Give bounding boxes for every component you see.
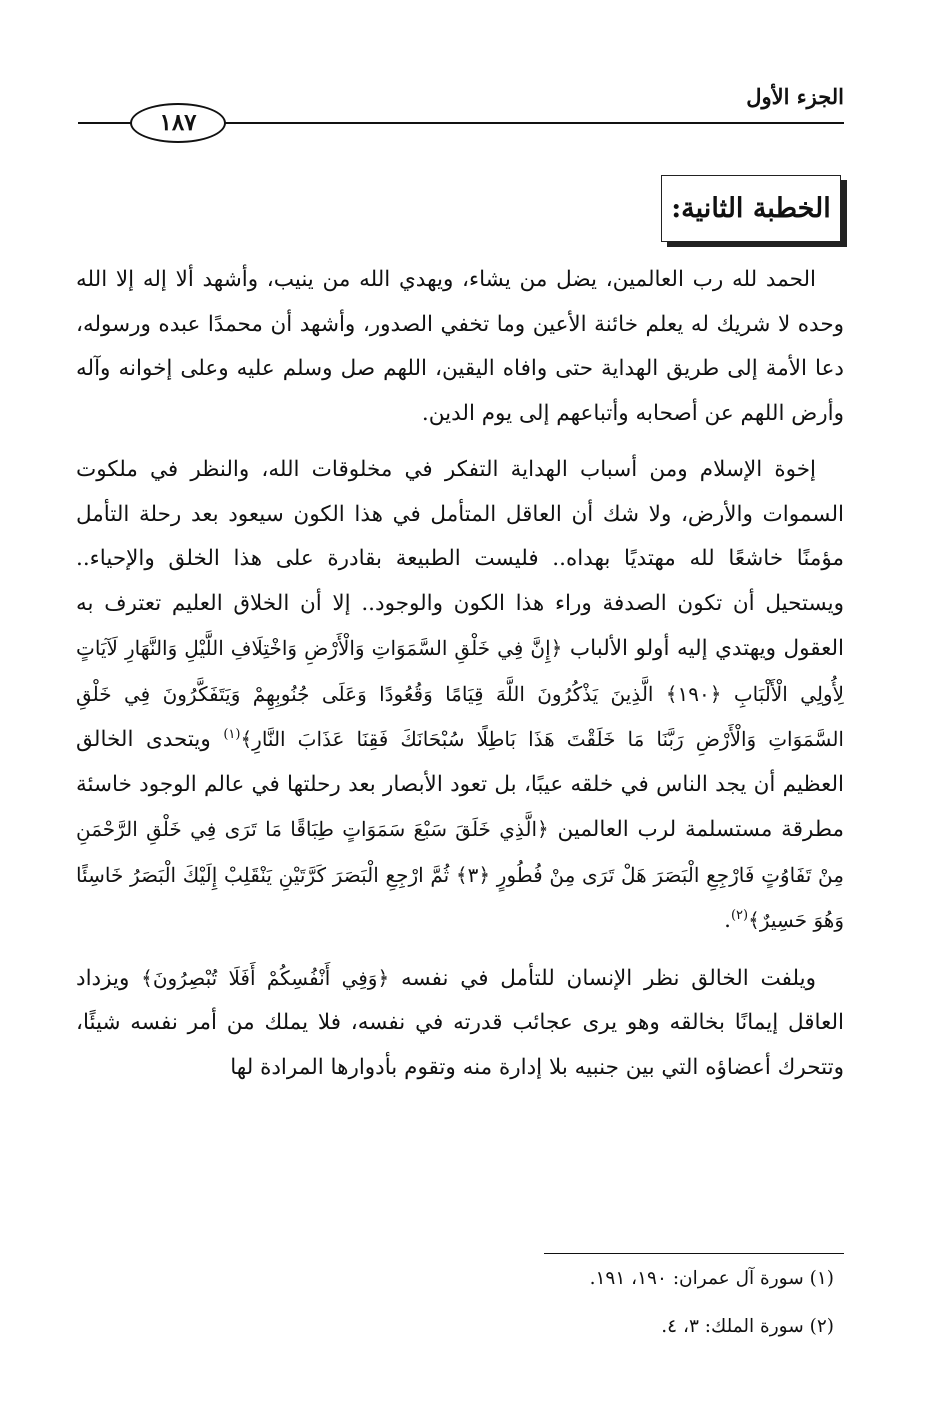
paragraph-2-text-b: ويتحدى الخالق العظيم أن يجد الناس في خلقه عيبًا، بل تعود الأبصار بعد رحلتها في عالم الوجود خاسئة مطرقة مستسلمة لرب العالمين [76, 727, 844, 842]
footnote-ref-1: (١) [223, 726, 241, 742]
body-text [76, 258, 844, 1090]
paragraph-2-text-a: إخوة الإسلام ومن أسباب الهداية التفكر في مخلوقات الله، والنظر في ملكوت السموات والأرض، ولا شك أن العاقل المتأمل في هذا الكون سيعود بعد رحلة التأمل مؤمنًا خاشعًا لله مهتديًا بهداه.. فليست الطبيعة بقادرة على هذا الخلق والإحياء.. ويستحيل أن تكون الصدفة وراء هذا الكون والوجود.. إلا أن الخلاق العليم تعترف به العقول ويهتدي إليه أولو الألباب [76, 457, 844, 661]
footnote-separator [544, 1253, 844, 1254]
paragraph-3 [76, 956, 844, 1091]
footnote-1: (١) سورة آل عمران: ١٩٠، ١٩١. [589, 1268, 834, 1289]
running-header: الجزء الأول [746, 84, 844, 109]
paragraph-1: الحمد لله رب العالمين، يضل من يشاء، ويهدي الله من ينيب، وأشهد ألا إله إلا الله وحده لا شريك له يعلم خائنة الأعين وما تخفي الصدور، وأشهد أن محمدًا عبده ورسوله، دعا الأمة إلى طريق الهداية حتى وافاه اليقين، اللهم صل وسلم عليه وعلى إخوانه وآله وأرض اللهم عن أصحابه وأتباعهم إلى يوم الدين. [76, 267, 844, 426]
page-number: ١٨٧ [130, 103, 226, 143]
quran-verse-2: ﴿الَّذِي خَلَقَ سَبْعَ سَمَوَاتٍ طِبَاقًا مَا تَرَى فِي خَلْقِ الرَّحْمَنِ مِنْ تَفَاوُتٍ فَارْجِعِ الْبَصَرَ هَلْ تَرَى مِنْ فُطُورٍ ﴿٣﴾ ثُمَّ ارْجِعِ الْبَصَرَ كَرَّتَيْنِ يَنْقَلِبْ إِلَيْكَ الْبَصَرُ خَاسِئًا وَهُوَ حَسِيرٌ﴾ [76, 817, 844, 932]
footnote-2: (٢) سورة الملك: ٣، ٤. [661, 1316, 834, 1337]
quran-verse-1: ﴿إِنَّ فِي خَلْقِ السَّمَوَاتِ وَالْأَرْضِ وَاخْتِلَافِ اللَّيْلِ وَالنَّهَارِ لَآيَاتٍ لِأُولِي الْأَلْبَابِ ﴿١٩٠﴾ الَّذِينَ يَذْكُرُونَ اللَّهَ قِيَامًا وَقُعُودًا وَعَلَى جُنُوبِهِمْ وَيَتَفَكَّرُونَ فِي خَلْقِ السَّمَوَاتِ وَالْأَرْضِ رَبَّنَا مَا خَلَقْتَ هَذَا بَاطِلًا سُبْحَانَكَ فَقِنَا عَذَابَ النَّارِ﴾ [76, 636, 844, 751]
footnote-ref-2: (٢) [730, 907, 749, 923]
paragraph-3-text-a: ويلفت الخالق نظر الإنسان للتأمل في نفسه [400, 965, 816, 991]
footnotes [76, 1266, 834, 1362]
paragraph-3-text-b: ويزداد العاقل إيمانًا بخالقه وهو يرى عجائب قدرته في نفسه، فلا يملك من أمر نفسه شيئًا، وتتحرك أعضاؤه التي بين جنبيه بلا إدارة منه وتقوم بأدوارها المرادة لها [76, 965, 844, 1080]
section-heading-box [661, 175, 841, 242]
paragraph-2-end: . [724, 908, 731, 933]
section-title: الخطبة الثانية: [671, 193, 831, 224]
quran-verse-3: ﴿وَفِي أَنْفُسِكُمْ أَفَلَا تُبْصِرُونَ﴾ [141, 965, 390, 990]
paragraph-2 [76, 448, 844, 944]
